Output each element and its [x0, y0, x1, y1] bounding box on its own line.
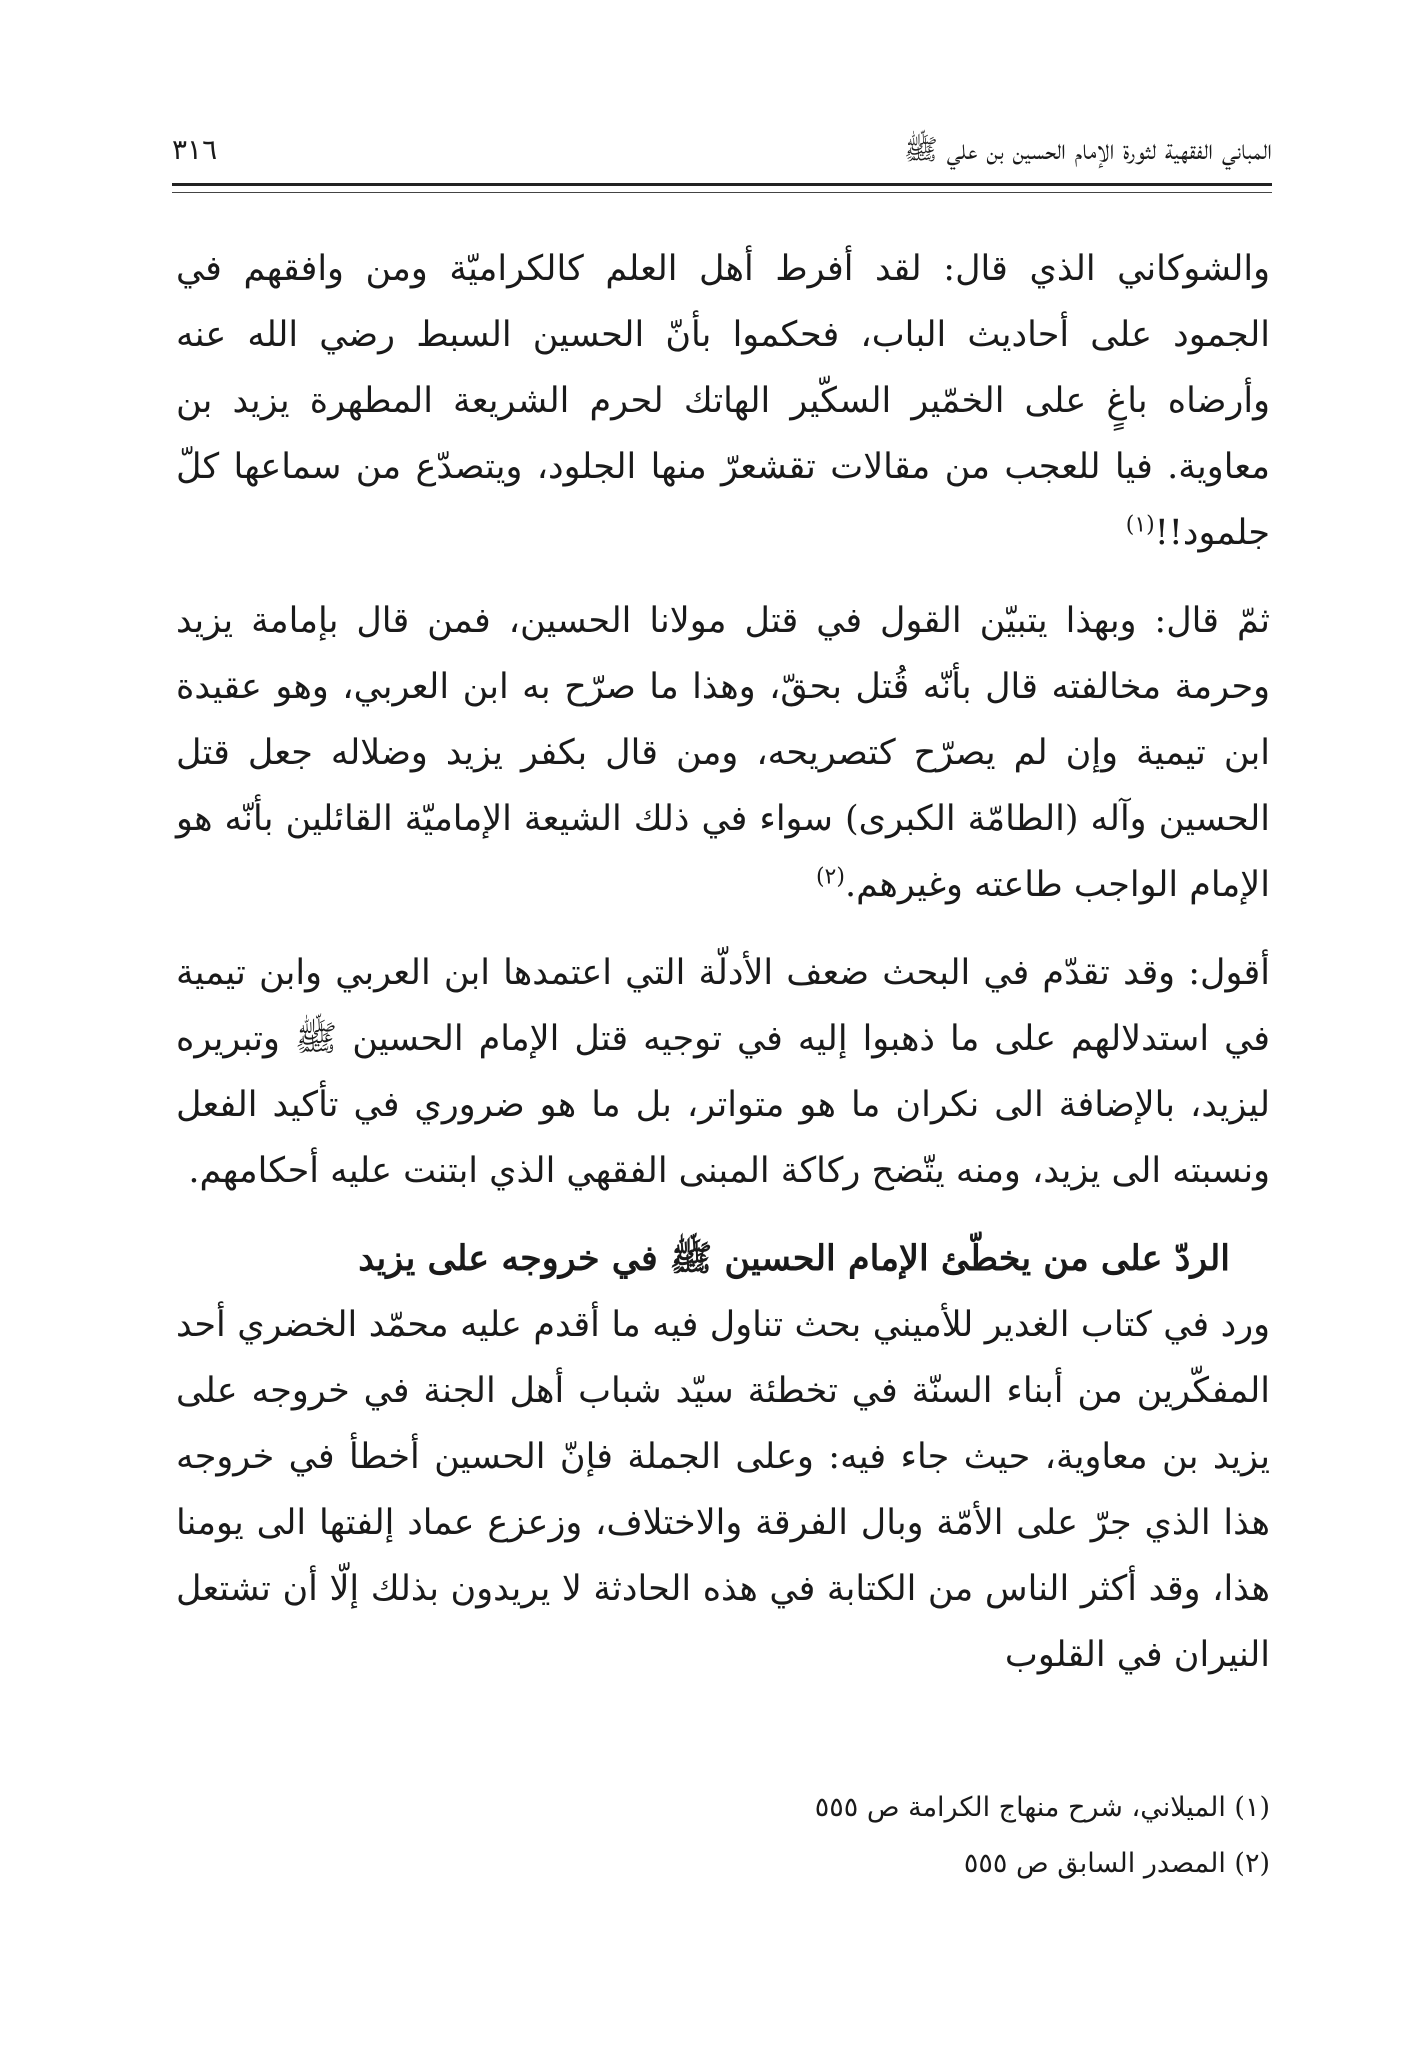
paragraph-3 — [176, 940, 1270, 1204]
section-heading: الردّ على من يخطّئ الإمام الحسين ﷺ في خروجه على يزيد — [358, 1238, 1230, 1279]
header-title: المباني الفقهية لثورة الإمام الحسين بن علي ﷺ — [903, 133, 1272, 166]
footnote-1: (١) الميلاني، شرح منهاج الكرامة ص ٥٥٥ — [814, 1792, 1270, 1823]
paragraph-1-text: والشوكاني الذي قال: لقد أفرط أهل العلم كالكراميّة ومن وافقهم في الجمود على أحاديث الباب، فحكموا بأنّ الحسين السبط رضي الله عنه وأرضاه باغٍ على الخمّير السكّير الهاتك لحرم الشريعة المطهرة يزيد بن معاوية. فيا للعجب من مقالات تقشعرّ منها الجلود، ويتصدّع من سماعها كلّ جلمود!! — [176, 249, 1270, 553]
header-rule-thin — [172, 192, 1272, 193]
footnote-2: (٢) المصدر السابق ص ٥٥٥ — [963, 1848, 1270, 1879]
footnote-ref-1: (١) — [1125, 512, 1155, 538]
paragraph-2-text: ثمّ قال: وبهذا يتبيّن القول في قتل مولانا الحسين، فمن قال بإمامة يزيد وحرمة مخالفته قال بأنّه قُتل بحقّ، وهذا ما صرّح به ابن العربي، وهو عقيدة ابن تيمية وإن لم يصرّح كتصريحه، ومن قال بكفر يزيد وضلاله جعل قتل الحسين وآله (الطامّة الكبرى) سواء في ذلك الشيعة الإماميّة القائلين بأنّه هو الإمام الواجب طاعته وغيرهم. — [176, 601, 1270, 905]
paragraph-4: ورد في كتاب الغدير للأميني بحث تناول فيه ما أقدم عليه محمّد الخضري أحد المفكّرين من أبناء السنّة في تخطئة سيّد شباب أهل الجنة في خروجه على يزيد بن معاوية، حيث جاء فيه: وعلى الجملة فإنّ الحسين أخطأ في خروجه هذا الذي جرّ على الأمّة وبال الفرقة والاختلاف، وزعزع عماد إلفتها الى يومنا هذا، وقد أكثر الناس من الكتابة في هذه الحادثة لا يريدون بذلك إلّا أن تشتعل النيران في القلوب — [176, 1305, 1270, 1675]
header-rule-thick — [172, 183, 1272, 186]
paragraph-1 — [176, 236, 1270, 566]
footnotes — [176, 1780, 1270, 1892]
paragraph-3-text: أقول: وقد تقدّم في البحث ضعف الأدلّة التي اعتمدها ابن العربي وابن تيمية في استدلالهم على ما ذهبوا إليه في توجيه قتل الإمام الحسين ﷺ وتبريره ليزيد، بالإضافة الى نكران ما هو متواتر، بل ما هو ضروري في تأكيد الفعل ونسبته الى يزيد، ومنه يتّضح ركاكة المبنى الفقهي الذي ابتنت عليه أحكامهم. — [176, 953, 1270, 1191]
page-number: ٣١٦ — [172, 133, 218, 166]
running-header — [172, 128, 1272, 172]
body-text — [176, 236, 1270, 1688]
paragraph-2 — [176, 588, 1270, 918]
footnote-ref-2: (٢) — [815, 864, 845, 890]
